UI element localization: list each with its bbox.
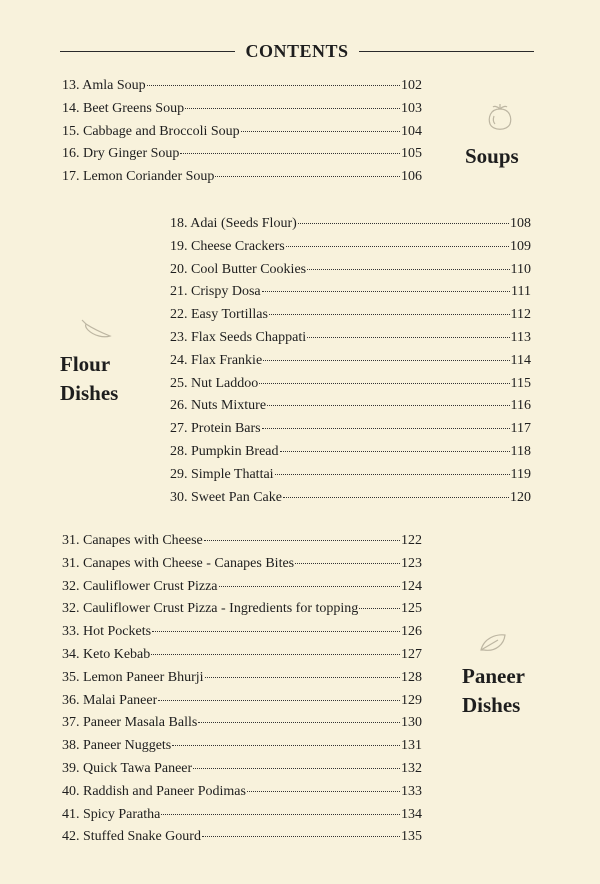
toc-entry-title: 13. Amla Soup <box>62 78 146 93</box>
section-label-flour-dishes <box>60 350 118 408</box>
dot-leader <box>202 836 400 837</box>
toc-entry[interactable] <box>62 690 422 713</box>
section-label-soups <box>465 142 519 171</box>
toc-entry-page-number: 117 <box>510 421 531 437</box>
toc-entry[interactable] <box>170 464 531 487</box>
section-label-paneer-dishes <box>462 662 525 720</box>
section-label-line: Paneer <box>462 664 525 688</box>
toc-entry-title: 30. Sweet Pan Cake <box>170 489 282 505</box>
header-rule-left <box>60 51 235 52</box>
dot-leader <box>204 540 400 541</box>
toc-entry-title: 27. Protein Bars <box>170 421 261 437</box>
toc-entry-title: 14. Beet Greens Soup <box>62 100 185 116</box>
toc-entry-title: 21. Crispy Dosa <box>170 284 261 300</box>
toc-entry-page-number: 122 <box>401 533 422 548</box>
dot-leader <box>298 223 509 224</box>
toc-entry-title: 28. Pumpkin Bread <box>170 443 279 459</box>
toc-entry[interactable] <box>62 758 422 781</box>
toc-entry[interactable] <box>170 236 531 259</box>
toc-entry-page-number: 110 <box>510 261 531 277</box>
toc-entry-page-number: 120 <box>510 489 531 505</box>
toc-entry-title: 31. Canapes with Cheese <box>62 533 203 548</box>
dot-leader <box>275 474 510 475</box>
dot-leader <box>307 269 509 270</box>
leaf-icon <box>478 632 508 654</box>
toc-entry-title: 20. Cool Butter Cookies <box>170 261 307 277</box>
toc-entry[interactable] <box>170 327 531 350</box>
toc-entry-title: 34. Keto Kebab <box>62 646 151 662</box>
toc-entry-page-number: 133 <box>401 783 422 799</box>
toc-entry-title: 39. Quick Tawa Paneer <box>62 760 193 776</box>
toc-entry-title: 41. Spicy Paratha <box>62 806 161 822</box>
toc-entry-title: 36. Malai Paneer <box>62 692 158 708</box>
dot-leader <box>205 677 400 678</box>
toc-entry-title: 16. Dry Ginger Soup <box>62 146 180 162</box>
toc-entry[interactable] <box>170 418 531 441</box>
section-label-line: Flour <box>60 352 111 376</box>
dot-leader <box>198 722 400 723</box>
dot-leader <box>147 85 400 86</box>
dot-leader <box>280 451 510 452</box>
dot-leader <box>219 586 400 587</box>
section-label-line: Dishes <box>462 693 521 717</box>
toc-entry[interactable] <box>62 98 422 121</box>
toc-entry-page-number: 129 <box>401 692 422 708</box>
toc-entry-title: 24. Flax Frankie <box>170 352 263 368</box>
toc-entry[interactable] <box>62 121 422 144</box>
toc-entry[interactable] <box>170 487 531 510</box>
soups-toc-list <box>62 75 422 189</box>
toc-entry[interactable] <box>170 395 531 418</box>
dot-leader <box>180 153 400 154</box>
toc-entry-page-number: 118 <box>510 443 531 459</box>
toc-entry[interactable] <box>170 373 531 396</box>
flour-dishes-toc-list <box>170 213 531 509</box>
toc-entry-page-number: 130 <box>401 715 422 731</box>
toc-entry[interactable] <box>62 75 422 98</box>
toc-entry[interactable] <box>62 826 422 849</box>
dot-leader <box>259 383 509 384</box>
toc-entry-page-number: 128 <box>401 669 422 685</box>
toc-entry[interactable] <box>62 804 422 827</box>
toc-entry[interactable] <box>170 213 531 236</box>
toc-entry-page-number: 132 <box>401 760 422 776</box>
toc-entry-page-number: 123 <box>401 555 422 571</box>
toc-entry-page-number: 127 <box>401 646 422 662</box>
toc-entry[interactable] <box>62 667 422 690</box>
toc-entry[interactable] <box>62 576 422 599</box>
section-label-line: Dishes <box>60 381 119 405</box>
toc-entry[interactable] <box>62 553 422 576</box>
toc-entry[interactable] <box>62 166 422 189</box>
toc-entry-page-number: 131 <box>401 738 422 754</box>
dot-leader <box>158 700 400 701</box>
dot-leader <box>215 176 400 177</box>
toc-entry[interactable] <box>170 259 531 282</box>
toc-entry-page-number: 112 <box>510 307 531 323</box>
dot-leader <box>185 108 400 109</box>
toc-entry-title: 31. Canapes with Cheese - Canapes Bites <box>62 555 295 571</box>
toc-entry-page-number: 125 <box>401 601 422 617</box>
toc-entry-title: 40. Raddish and Paneer Podimas <box>62 783 246 799</box>
toc-entry-title: 17. Lemon Coriander Soup <box>62 169 215 185</box>
toc-entry[interactable] <box>170 304 531 327</box>
toc-entry-title: 25. Nut Laddoo <box>170 375 259 391</box>
toc-entry-page-number: 104 <box>401 123 422 139</box>
toc-entry-page-number: 103 <box>401 100 422 116</box>
dot-leader <box>283 497 509 498</box>
toc-entry-page-number: 108 <box>510 216 531 231</box>
header-rule-right <box>359 51 534 52</box>
toc-entry-page-number: 102 <box>401 78 422 93</box>
section-label-line: Soups <box>465 144 519 168</box>
dot-leader <box>262 428 510 429</box>
toc-entry[interactable] <box>62 735 422 758</box>
toc-entry-title: 32. Cauliflower Crust Pizza - Ingredients for topping <box>62 601 359 617</box>
dot-leader <box>247 791 400 792</box>
toc-entry[interactable] <box>62 598 422 621</box>
toc-entry[interactable] <box>170 441 531 464</box>
dot-leader <box>241 131 400 132</box>
dot-leader <box>267 405 509 406</box>
toc-entry-page-number: 126 <box>401 624 422 640</box>
toc-entry-page-number: 115 <box>510 375 531 391</box>
chili-icon <box>80 318 116 342</box>
dot-leader <box>295 563 400 564</box>
toc-entry[interactable] <box>62 712 422 735</box>
toc-entry[interactable] <box>62 530 422 553</box>
toc-entry-title: 33. Hot Pockets <box>62 624 152 640</box>
dot-leader <box>262 291 510 292</box>
tomato-icon <box>485 100 515 134</box>
dot-leader <box>263 360 509 361</box>
toc-entry-page-number: 124 <box>401 578 422 594</box>
toc-entry-title: 15. Cabbage and Broccoli Soup <box>62 123 240 139</box>
toc-entry-title: 42. Stuffed Snake Gourd <box>62 829 201 845</box>
dot-leader <box>193 768 400 769</box>
contents-header <box>60 38 534 64</box>
toc-entry-title: 35. Lemon Paneer Bhurji <box>62 669 204 685</box>
toc-entry-page-number: 119 <box>510 466 531 482</box>
dot-leader <box>307 337 509 338</box>
toc-entry-page-number: 111 <box>511 284 531 300</box>
toc-entry-title: 32. Cauliflower Crust Pizza <box>62 578 218 594</box>
toc-entry-page-number: 116 <box>510 398 531 414</box>
dot-leader <box>269 314 510 315</box>
toc-entry-title: 29. Simple Thattai <box>170 466 274 482</box>
toc-entry[interactable] <box>62 143 422 166</box>
toc-entry-title: 26. Nuts Mixture <box>170 398 267 414</box>
toc-entry-page-number: 135 <box>401 829 422 845</box>
toc-entry-title: 22. Easy Tortillas <box>170 307 268 323</box>
dot-leader <box>286 246 509 247</box>
toc-entry-page-number: 106 <box>401 169 422 185</box>
toc-entry-page-number: 113 <box>510 329 531 345</box>
toc-entry-page-number: 105 <box>401 146 422 162</box>
dot-leader <box>161 814 400 815</box>
toc-entry[interactable] <box>170 281 531 304</box>
toc-entry-page-number: 114 <box>510 352 531 368</box>
toc-entry[interactable] <box>62 621 422 644</box>
dot-leader <box>172 745 400 746</box>
dot-leader <box>359 608 400 609</box>
dot-leader <box>151 654 400 655</box>
dot-leader <box>152 631 400 632</box>
toc-entry[interactable] <box>170 350 531 373</box>
toc-entry-page-number: 134 <box>401 806 422 822</box>
toc-entry-page-number: 109 <box>510 238 531 254</box>
toc-entry-title: 18. Adai (Seeds Flour) <box>170 216 297 231</box>
toc-entry-title: 19. Cheese Crackers <box>170 238 285 254</box>
toc-entry-title: 37. Paneer Masala Balls <box>62 715 198 731</box>
paneer-dishes-toc-list <box>62 530 422 849</box>
toc-entry[interactable] <box>62 644 422 667</box>
toc-entry[interactable] <box>62 781 422 804</box>
page-title: CONTENTS <box>245 40 349 61</box>
toc-entry-title: 23. Flax Seeds Chappati <box>170 329 307 345</box>
toc-entry-title: 38. Paneer Nuggets <box>62 738 172 754</box>
